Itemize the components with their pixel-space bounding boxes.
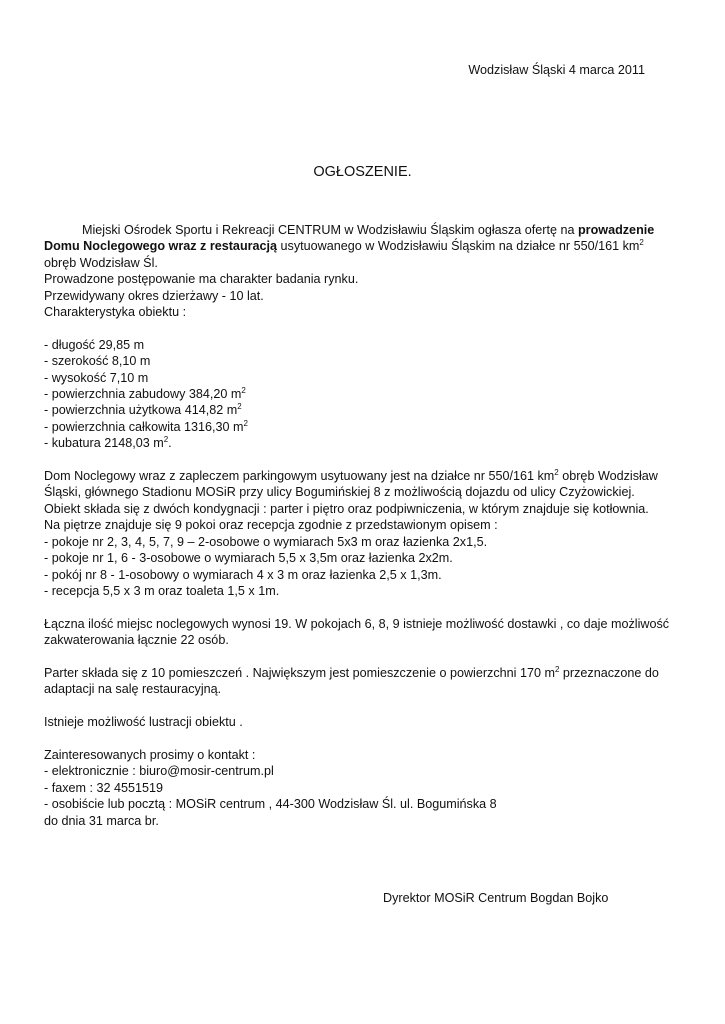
- contact-list: [44, 763, 674, 829]
- spacer: [44, 649, 674, 665]
- contact-intro: Zainteresowanych prosimy o kontakt :: [44, 747, 256, 762]
- document-body: [44, 222, 674, 829]
- list-item: - powierzchnia całkowita 1316,30 $m^2$: [44, 418, 248, 434]
- list-item: - szerokość 8,10 m: [44, 354, 151, 369]
- list-item: - wysokość 7,10 m: [44, 370, 149, 385]
- contact-address: - osobiście lub pocztą : MOSiR centrum , 44-300 Wodzisław Śl. ul. Bogumińska 8: [44, 797, 497, 812]
- list-item: - pokoje nr 1, 6 - 3-osobowe o wymiarach 5,5 x 3,5m oraz łazienka 2x2m.: [44, 551, 453, 566]
- deadline-line: do dnia 31 marca br.: [44, 813, 159, 828]
- contact-fax: - faxem : 32 4551519: [44, 780, 164, 795]
- spacer: [44, 320, 674, 336]
- list-item: - kubatura 2148,03 $m^2$.: [44, 435, 172, 451]
- spacer: [44, 452, 674, 468]
- list-item: - pokoje nr 2, 3, 4, 5, 7, 9 – 2-osobowe o wymiarach 5x3 m oraz łazienka 2x1,5.: [44, 534, 488, 549]
- inspection-line: Istnieje możliwość lustracji obiektu .: [44, 715, 243, 730]
- list-item: - powierzchnia zabudowy 384,20 $m^2$: [44, 386, 246, 402]
- rooms-list: [44, 534, 674, 600]
- spacer: [44, 731, 674, 747]
- characteristics-heading: Charakterystyka obiektu :: [44, 305, 187, 320]
- list-item: - recepcja 5,5 x 3 m oraz toaleta 1,5 x 1m.: [44, 583, 280, 598]
- capacity-paragraph: Łączna ilość miejsc noclegowych wynosi 19. W pokojach 6, 8, 9 istnieje możliwość dostawki , co daje możliwość zakwaterowania łącznie 22 osób.: [44, 616, 670, 648]
- characteristics-list: [44, 337, 674, 452]
- intro-paragraph: [44, 222, 674, 271]
- signature-line: Dyrektor MOSiR Centrum Bogdan Bojko: [383, 891, 609, 905]
- date-line: Wodzisław Śląski 4 marca 2011: [468, 63, 645, 77]
- intro-text-2: usytuowanego w Wodzisławiu Śląskim na działce nr 550/161 km: [277, 239, 640, 254]
- spacer: [44, 599, 674, 615]
- list-item: - długość 29,85 m: [44, 337, 145, 352]
- intro-text-1: Miejski Ośrodek Sportu i Rekreacji CENTRUM w Wodzisławiu Śląskim ogłasza ofertę na: [82, 223, 578, 237]
- list-item: - powierzchnia użytkowa 414,82 $m^2$: [44, 402, 242, 418]
- contact-email: - elektronicznie : biuro@mosir-centrum.pl: [44, 764, 274, 779]
- document-title: OGŁOSZENIE.: [313, 164, 412, 180]
- lease-period-line: Przewidywany okres dzierżawy - 10 lat.: [44, 288, 264, 303]
- spacer: [44, 698, 674, 714]
- superscript: 2: [639, 238, 644, 248]
- list-item: - pokój nr 8 - 1-osobowy o wymiarach 4 x 3 m oraz łazienka 2,5 x 1,3m.: [44, 567, 442, 582]
- intro-text-3: obręb Wodzisław Śl.: [44, 255, 158, 270]
- ground-floor-paragraph: Parter składa się z 10 pomieszczeń . Największym jest pomieszczenie o powierzchni 170 $m^2$ przeznaczone do adaptacji na salę restauracyjną.: [44, 664, 659, 697]
- floor-intro: Na piętrze znajduje się 9 pokoi oraz recepcja zgodnie z przedstawionym opisem :: [44, 518, 498, 533]
- procedure-line: Prowadzone postępowanie ma charakter badania rynku.: [44, 272, 359, 287]
- description-paragraph: Dom Noclegowy wraz z zapleczem parkingowym usytuowany jest na działce nr 550/161 $km^2$ obręb Wodzisław Śląski, głównego Stadionu MOSiR przy ulicy Bogumińskiej 8 z możliwością dojazdu od ulicy Czyżowickiej. Obiekt składa się z dwóch kondygnacji : parter i piętro oraz podpiwniczenia, w którym znajduje się kotłownia.: [44, 468, 658, 516]
- intro-bold-text: prowadzenie Domu Noclegowego wraz z restauracją: [44, 223, 655, 254]
